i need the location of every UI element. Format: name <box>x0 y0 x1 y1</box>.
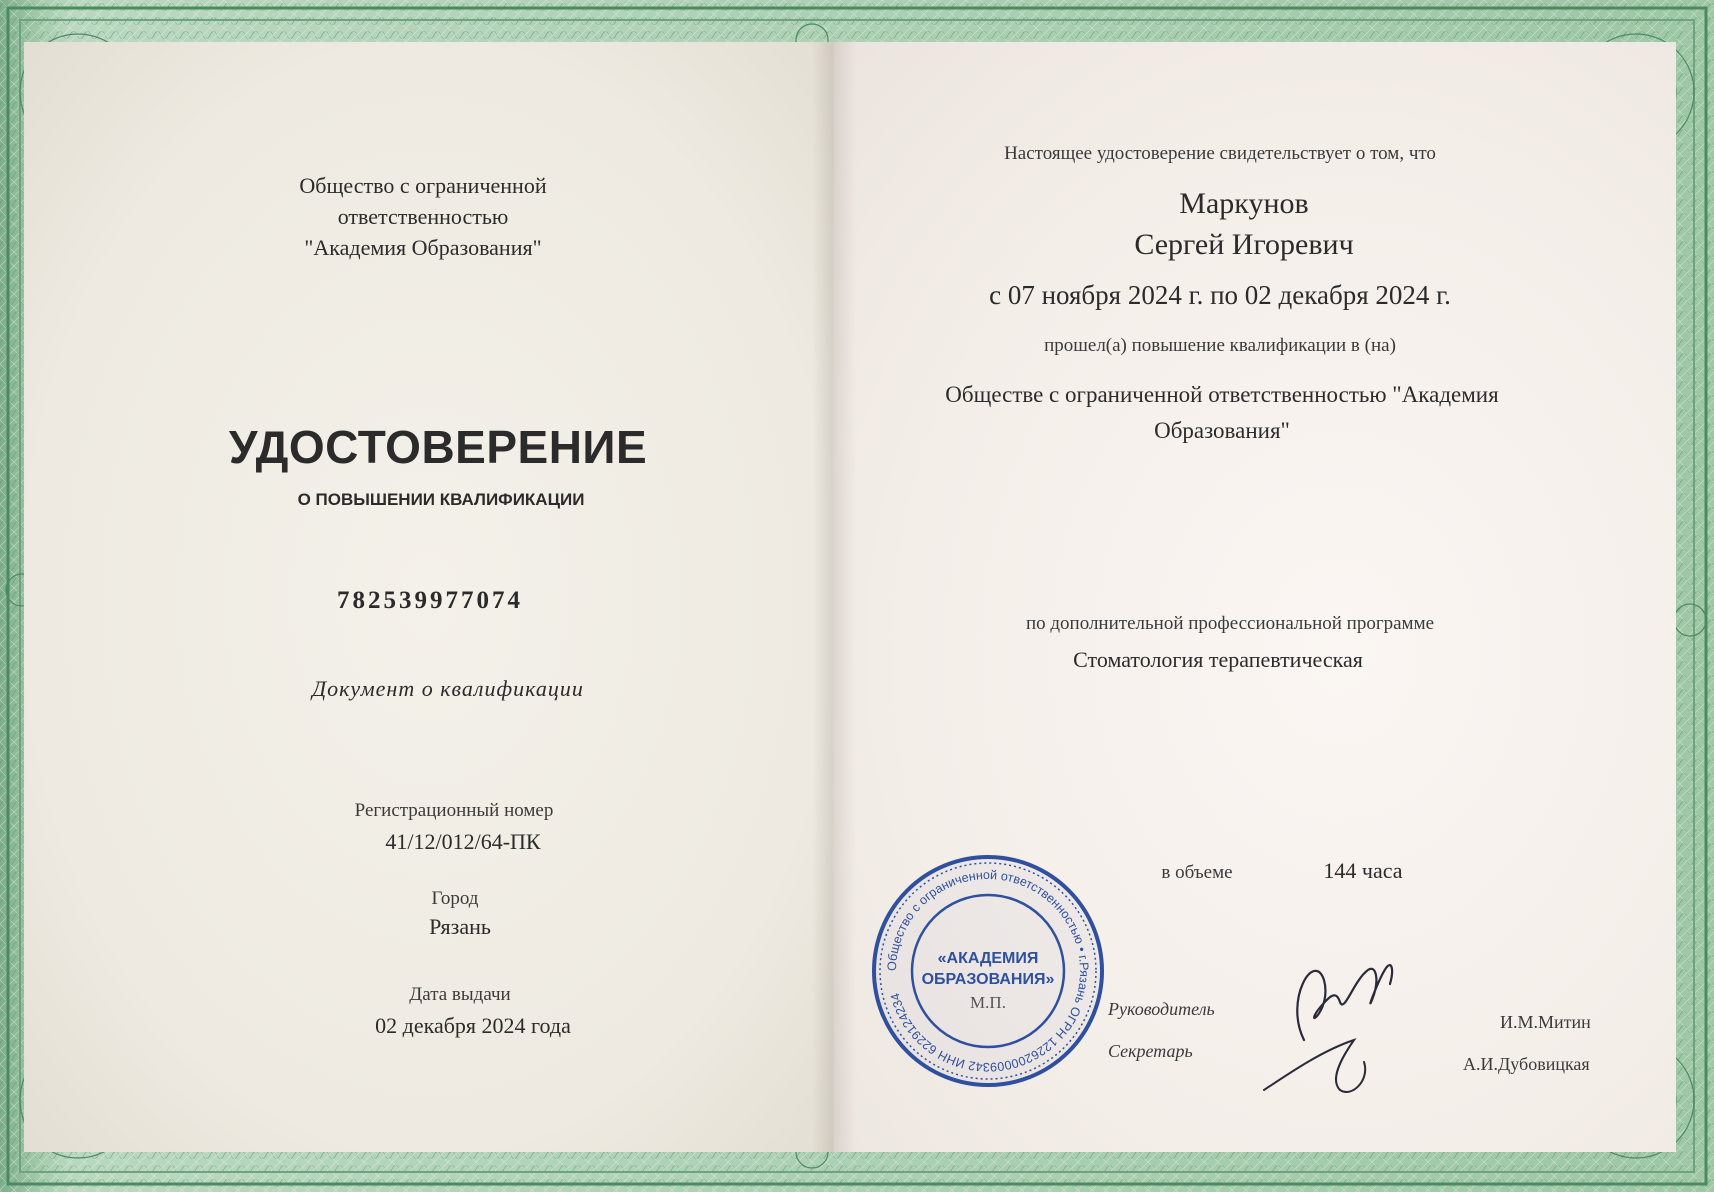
holder-name <box>1134 183 1353 265</box>
issuer-line-3: "Академия Образования" <box>304 235 542 260</box>
institution-name <box>945 377 1498 449</box>
issuer-organization <box>299 170 546 263</box>
secretary-label: Секретарь <box>1108 1041 1193 1061</box>
stamp-center-line-1: «АКАДЕМИЯ <box>937 950 1039 967</box>
city-value: Рязань <box>429 914 491 939</box>
issuer-line-1: Общество с ограниченной <box>299 173 547 198</box>
stamp-mp: М.П. <box>970 993 1006 1012</box>
registration-number: 41/12/012/64-ПК <box>385 829 541 854</box>
stamp-ring-text: Общество с ограниченной ответственностью • г.Рязань ОГРН 1226200009342 ИНН 6229124234 <box>884 867 1092 1075</box>
intro-text: Настоящее удостоверение свидетельствует о том, что <box>1004 143 1436 164</box>
program-label: по дополнительной профессиональной программе <box>1025 613 1435 634</box>
program-name: Стоматология терапевтическая <box>1073 647 1363 672</box>
handwritten-signature <box>1244 940 1424 1110</box>
issuer-line-2: ответственностью <box>337 204 509 229</box>
head-label: Руководитель <box>1108 999 1215 1019</box>
certificate-number: 782539977074 <box>337 587 523 614</box>
head-name: И.М.Митин <box>1500 1012 1591 1032</box>
stamp-center-line-2: ОБРАЗОВАНИЯ» <box>921 971 1055 988</box>
organization-stamp <box>870 853 1106 1089</box>
page-fold <box>812 42 856 1152</box>
secretary-name: А.И.Дубовицкая <box>1463 1054 1590 1074</box>
city-label: Город <box>431 888 479 909</box>
document-type: Документ о квалификации <box>312 676 584 701</box>
issue-date-label: Дата выдачи <box>409 984 511 1005</box>
training-period: с 07 ноября 2024 г. по 02 декабря 2024 г. <box>989 280 1451 310</box>
passed-text: прошел(а) повышение квалификации в (на) <box>1044 335 1396 356</box>
institution-line-1: Обществе с ограниченной ответственностью "Академия <box>945 382 1499 407</box>
volume-value: 144 часа <box>1323 858 1403 883</box>
institution-line-2: Образования" <box>1154 418 1290 443</box>
document-title: УДОСТОВЕРЕНИЕ <box>228 421 648 473</box>
document-subtitle: О ПОВЫШЕНИИ КВАЛИФИКАЦИИ <box>297 490 585 509</box>
registration-label: Регистрационный номер <box>354 800 554 821</box>
volume-label: в объеме <box>1161 862 1233 883</box>
issue-date: 02 декабря 2024 года <box>375 1013 571 1038</box>
holder-surname: Маркунов <box>1179 187 1309 220</box>
holder-given-names: Сергей Игоревич <box>1134 228 1354 261</box>
